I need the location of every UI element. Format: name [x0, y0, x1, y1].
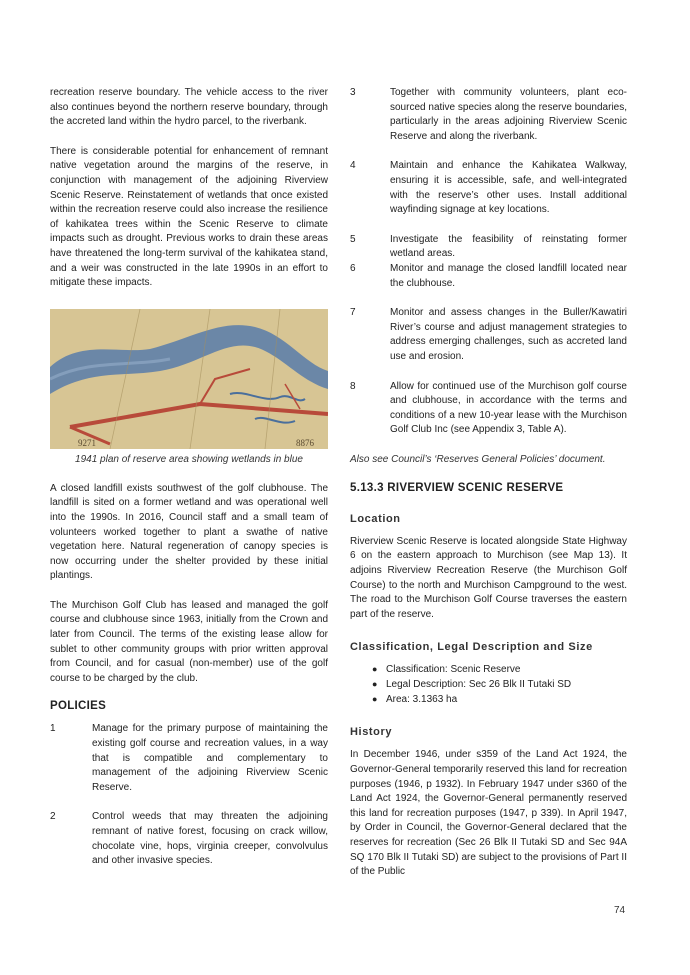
page-number: 74 [614, 905, 626, 916]
left-para-4: The Murchison Golf Club has leased and managed the golf course and clubhouse since 1963, initially from the Crown and later from Council. The terms of the existing lease allow for sublet to other community groups with prior written approval from Council, and for casual (non-member) use of the golf course to be charged by the club. [50, 599, 328, 684]
location-heading: Location [350, 512, 401, 525]
policy-text: Monitor and manage the closed landfill located near the clubhouse. [390, 262, 627, 289]
policies-heading: POLICIES [50, 700, 107, 713]
policy-number: 3 [350, 87, 356, 98]
policy-text: Maintain and enhance the Kahikatea Walkway, ensuring it is accessible, safe, and well-integrated with the reserve’s other uses. Install additional wayfinding signage at key locations. [390, 160, 627, 216]
policy-text: Control weeds that may threaten the adjoining remnant of native forest, focusing on crack willow, chocolate vine, hops, virginia creeper, convolvulus and other invasive species. [92, 811, 328, 867]
left-column [50, 86, 328, 869]
classification-heading: Classification, Legal Description and Size [350, 641, 593, 654]
right-column [350, 86, 627, 880]
policy-item [350, 306, 627, 364]
map-image [50, 309, 328, 449]
location-text: Riverview Scenic Reserve is located alongside State Highway 6 on the eastern approach to Murchison (see Map 13). It adjoins Riverview Recreation Reserve (the Murchison Golf Course) to the north and Murchison Campground to the west. The road to the Murchison Golf Course traverses the eastern part of the reserve. [350, 535, 627, 620]
policy-item [350, 262, 627, 291]
policy-item [350, 233, 627, 262]
policy-text: Investigate the feasibility of reinstating former wetland areas. [390, 233, 627, 260]
section-heading: 5.13.3 RIVERVIEW SCENIC RESERVE [350, 481, 564, 494]
policy-item [50, 722, 328, 795]
classification-item-text: Area: 3.1363 ha [386, 694, 458, 706]
policy-text: Allow for continued use of the Murchison golf course and clubhouse, in accordance with the terms and conditions of a new 10-year lease with the Murchison Golf Club Inc (see Appendix 3, Table A). [390, 380, 627, 436]
policy-text: Manage for the primary purpose of maintaining the existing golf course and recreation values, in a way that is compatible and complementary to management of the adjoining Riverview Scenic Reserve. [92, 723, 328, 793]
policy-item [350, 86, 627, 144]
classification-item-text: Legal Description: Sec 26 Blk II Tutaki SD [386, 679, 572, 691]
map-figure [50, 309, 328, 449]
list-item: ● Area: 3.1363 ha [372, 694, 458, 706]
policy-number: 5 [350, 233, 356, 245]
left-para-2: There is considerable potential for enhancement of remnant native vegetation around the margins of the reserve, in conjunction with management of the adjoining Riverview Scenic Reserve. Reinstatement of wetlands that once existed within the recreation reserve could also increase the resilience of kahikatea trees within the Scenic Reserve to climate impacts such as drought. Previous works to drain these areas have threatened the long-term survival of the kahikatea stand, and a weir was constructed in the late 1990s in an effort to mitigate these impacts. [50, 145, 328, 289]
policy-number: 2 [50, 811, 56, 823]
policy-number: 6 [350, 262, 356, 274]
classification-item-text: Classification: Scenic Reserve [386, 664, 521, 676]
policy-item [350, 159, 627, 217]
history-text: In December 1946, under s359 of the Land Act 1924, the Governor-General temporarily reserved this land for recreation purposes (1946, p 1932). In February 1947 under s360 of the Land Act 1924, the Governor-General permanently reserved this land for recreation purposes (1947, p 339). In April 1947, by Order in Council, the Governor-General declared that the reserves for recreation (Sec 26 Blk II Tutaki SD and Sec 94A SQ 170 Blk II Tutaki SD) are subject to the provisions of Part II of the Public [350, 749, 627, 878]
policy-text: Together with community volunteers, plant eco-sourced native species along the reserve boundaries, particularly in the areas adjoining Riverview Scenic Reserve and along the riverbank. [390, 87, 627, 142]
history-heading: History [350, 726, 393, 739]
policy-number: 4 [350, 160, 356, 172]
policy-number: 1 [50, 723, 56, 735]
map-label-right: 8876 [296, 437, 314, 448]
list-item: ● Classification: Scenic Reserve [372, 664, 521, 676]
also-see-note: Also see Council’s ‘Reserves General Policies’ document. [350, 453, 606, 465]
map-label-left: 9271 [78, 437, 96, 448]
left-para-1: recreation reserve boundary. The vehicle access to the river also continues beyond the northern reserve boundary, through the accreted land within the hydro parcel, to the riverbank. [50, 87, 328, 128]
classification-list [350, 662, 627, 707]
figure-caption: 1941 plan of reserve area showing wetlands in blue [75, 453, 303, 465]
policy-text: Monitor and assess changes in the Buller/Kawatiri River’s course and adjust management strategies to address emerging challenges, such as accreted land use and erosion. [390, 307, 627, 362]
policy-number: 7 [350, 307, 356, 319]
policy-number: 8 [350, 380, 356, 392]
policy-item [350, 380, 627, 438]
policy-item [50, 810, 328, 868]
list-item: ● Legal Description: Sec 26 Blk II Tutaki SD [372, 679, 572, 691]
left-para-3: A closed landfill exists southwest of the golf clubhouse. The landfill is sited on a former wetland and was operational well into the 1990s. In 2016, Council staff and a small team of volunteers worked together to plant a swathe of native vegetation here. Natural regeneration of canopy species is now occurring under the shelter provided by these initial plantings. [50, 482, 328, 582]
